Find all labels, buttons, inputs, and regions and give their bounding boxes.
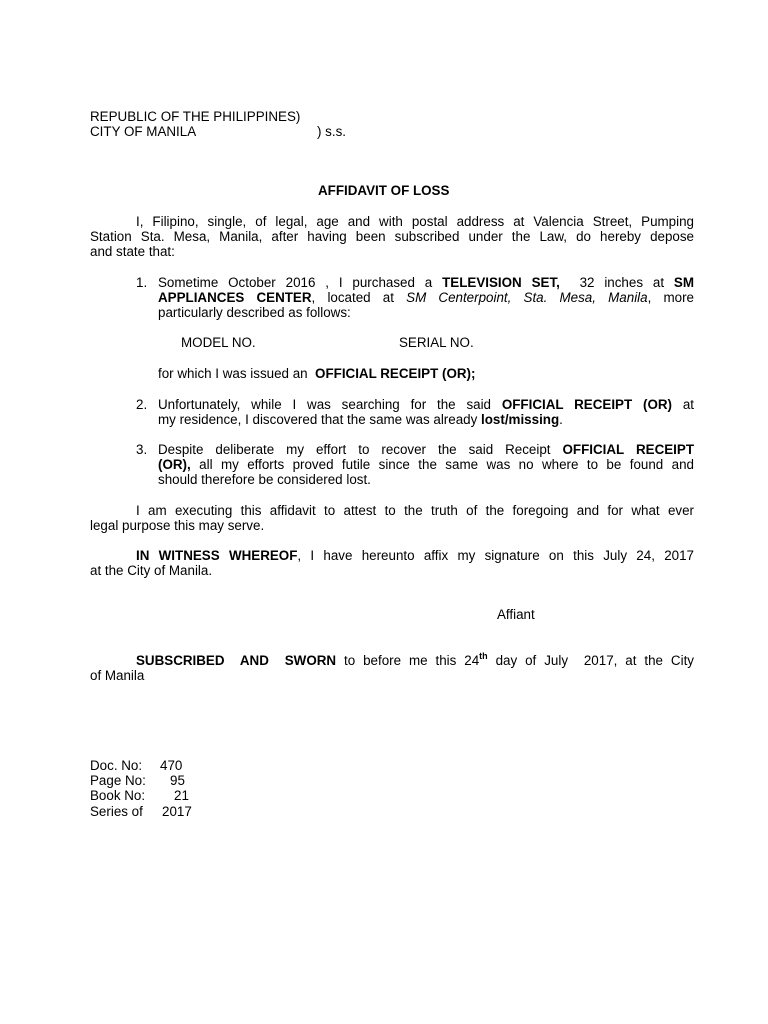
item1-line-2 bbox=[158, 290, 694, 305]
item2-official-receipt: OFFICIAL RECEIPT (OR) bbox=[501, 397, 672, 412]
affiant-label: Affiant bbox=[497, 607, 535, 622]
item3-number: 3. bbox=[136, 442, 148, 457]
subscribed-line-2: of Manila bbox=[90, 668, 145, 683]
item1-located-at: , located at bbox=[311, 290, 407, 305]
item3-text-a: Despite deliberate my effort to recover the said Receipt bbox=[158, 442, 563, 457]
item3-text-b: all my efforts proved futile since the same was no where to be found and bbox=[190, 457, 694, 472]
witness-text: , I have hereunto affix my signature on this July 24, 2017 bbox=[297, 548, 694, 563]
caption-republic: REPUBLIC OF THE PHILIPPINES) bbox=[90, 109, 301, 124]
page-no-value: 95 bbox=[170, 773, 185, 788]
item2-line-2 bbox=[158, 412, 563, 427]
item3-or: (OR), bbox=[158, 457, 191, 472]
witness-line-2: at the City of Manila. bbox=[90, 563, 213, 578]
item2-number: 2. bbox=[136, 397, 148, 412]
subscribed-text-b: to before me this 24 bbox=[336, 653, 480, 668]
subscribed-and-sworn: SUBSCRIBED AND SWORN bbox=[136, 653, 337, 668]
doc-no-value: 470 bbox=[160, 758, 183, 773]
intro-line-3: and state that: bbox=[90, 244, 175, 259]
book-no-label: Book No: bbox=[90, 788, 146, 803]
item1-appliances-center: APPLIANCES CENTER bbox=[158, 290, 312, 305]
page-no-label: Page No: bbox=[90, 773, 146, 788]
item3-line-2 bbox=[158, 457, 694, 472]
item1-sm: SM bbox=[673, 275, 694, 290]
subscribed-text-c: day of July 2017, at the City bbox=[487, 653, 694, 668]
item2-lost-missing: lost/missing bbox=[481, 412, 560, 427]
subscribed-line-1 bbox=[136, 653, 694, 668]
executing-line-1: I am executing this affidavit to attest to the truth of the foregoing and for what ever bbox=[136, 503, 694, 518]
series-label: Series of bbox=[90, 804, 143, 819]
subscribed-superscript: th bbox=[479, 651, 488, 661]
witness-line-1 bbox=[136, 548, 694, 563]
item3-line-3: should therefore be considered lost. bbox=[158, 472, 371, 487]
item2-line-1 bbox=[158, 397, 694, 412]
serial-no-label: SERIAL NO. bbox=[399, 335, 474, 350]
model-no-label: MODEL NO. bbox=[181, 335, 256, 350]
item2-period: . bbox=[559, 412, 563, 427]
series-value: 2017 bbox=[162, 804, 192, 819]
intro-line-2: Station Sta. Mesa, Manila, after having been subscribed under the Law, do hereby depose bbox=[90, 229, 694, 244]
item1-line-3: particularly described as follows: bbox=[158, 305, 351, 320]
executing-line-2: legal purpose this may serve. bbox=[90, 518, 265, 533]
witness-whereof: IN WITNESS WHEREOF bbox=[136, 548, 298, 563]
item2-text-d: my residence, I discovered that the same was already bbox=[158, 412, 482, 427]
item3-line-1 bbox=[158, 442, 694, 457]
item1-location: SM Centerpoint, Sta. Mesa, Manila bbox=[406, 290, 648, 305]
item1-television-set: TELEVISION SET, bbox=[442, 275, 560, 290]
caption-ss: ) s.s. bbox=[317, 124, 347, 139]
item1-official-receipt: OFFICIAL RECEIPT (OR); bbox=[315, 366, 476, 381]
item1-text-a: Sometime October 2016 , I purchased a bbox=[158, 275, 443, 290]
item1-line-1 bbox=[158, 275, 694, 290]
item1-receipt-line bbox=[158, 366, 475, 381]
intro-line-1: I, Filipino, single, of legal, age and with postal address at Valencia Street, Pumping bbox=[136, 214, 694, 229]
document-title: AFFIDAVIT OF LOSS bbox=[318, 183, 450, 198]
item1-number: 1. bbox=[136, 275, 148, 290]
item1-more: , more bbox=[647, 290, 694, 305]
item3-official-receipt: OFFICIAL RECEIPT bbox=[562, 442, 695, 457]
item2-text-a: Unfortunately, while I was searching for the said bbox=[158, 397, 502, 412]
item1-receipt-text: for which I was issued an bbox=[158, 366, 316, 381]
book-no-value: 21 bbox=[174, 788, 189, 803]
doc-no-label: Doc. No: bbox=[90, 758, 143, 773]
item2-text-c: at bbox=[672, 397, 694, 412]
item1-text-c: 32 inches at bbox=[559, 275, 674, 290]
caption-city: CITY OF MANILA bbox=[90, 124, 197, 139]
